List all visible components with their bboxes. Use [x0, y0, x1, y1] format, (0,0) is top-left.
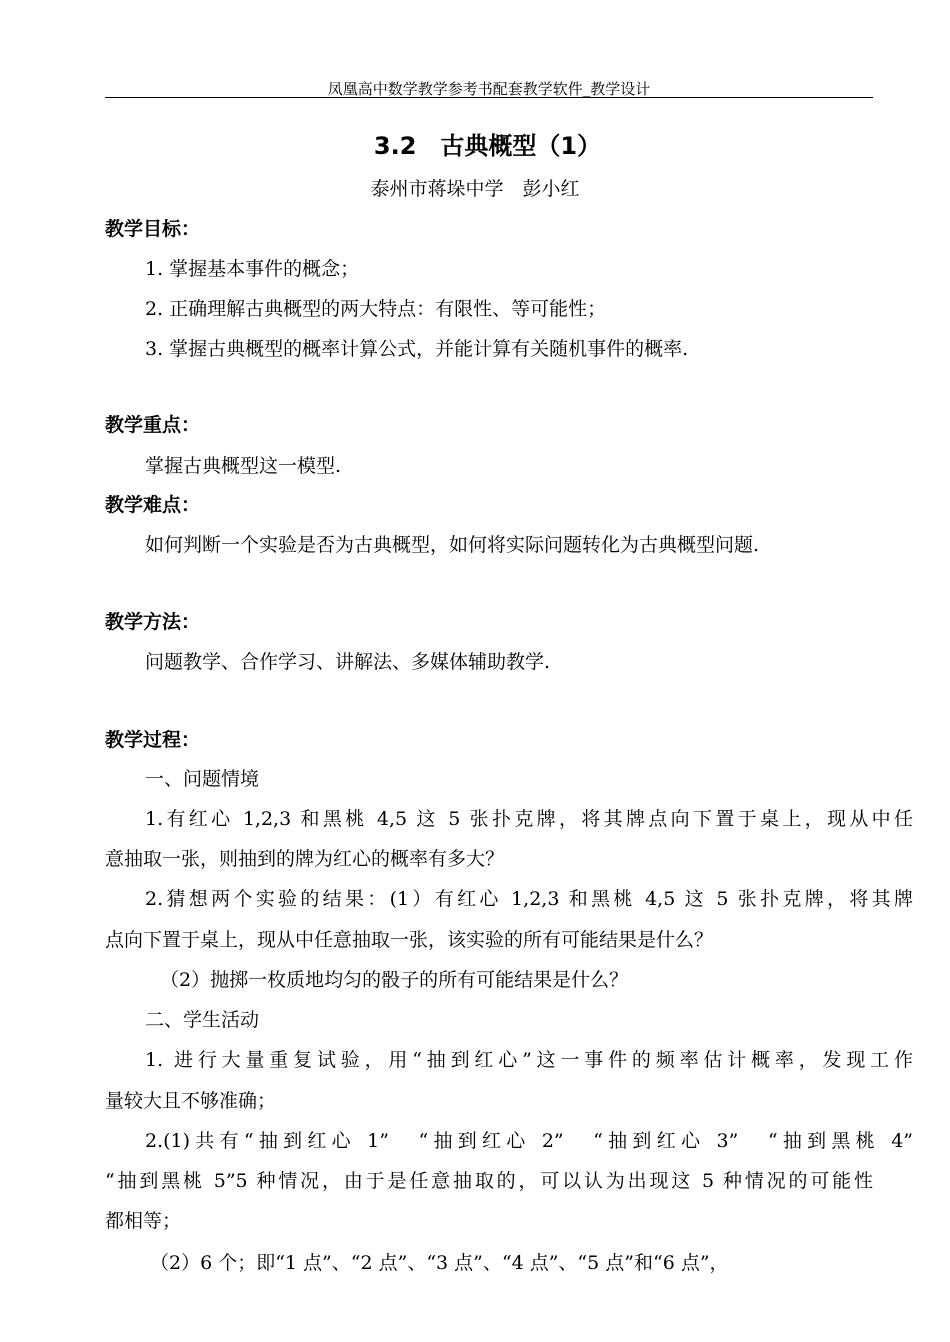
activity-2-line: 都相等；: [105, 1210, 182, 1232]
problem-2-line: 2.猜想两个实验的结果：(1）有红心 1,2,3 和黑桃 4,5 这 5 张扑克牌，将其牌: [145, 888, 913, 910]
problem-2-line: 点向下置于桌上，现从中任意抽取一张，该实验的所有可能结果是什么？: [105, 929, 714, 951]
problem-3-line: （2）抛掷一枚质地均匀的骰子的所有可能结果是什么？: [160, 969, 629, 991]
difficulty-heading: 教学难点：: [105, 494, 201, 516]
problem-1-line: 意抽取一张，则抽到的牌为红心的概率有多大？: [105, 848, 505, 870]
header-rule: [105, 97, 873, 98]
problem-1-line: 1.有红心 1,2,3 和黑桃 4,5 这 5 张扑克牌，将其牌点向下置于桌上，现从中任: [145, 808, 913, 830]
methods-text: 问题教学、合作学习、讲解法、多媒体辅助教学.: [145, 651, 551, 673]
activity-3-line: （2）6 个；即“1 点”、“2 点”、“3 点”、“4 点”、“5 点”和“6 点”，: [150, 1252, 729, 1274]
key-point-text: 掌握古典概型这一模型.: [145, 455, 342, 477]
activity-2-line: 2.(1)共有“抽到红心 1” “抽到红心 2” “抽到红心 3” “抽到黑桃 4”: [145, 1130, 913, 1152]
difficulty-text: 如何判断一个实验是否为古典概型，如何将实际问题转化为古典概型问题.: [145, 534, 760, 556]
objective-item: 3. 掌握古典概型的概率计算公式，并能计算有关随机事件的概率.: [145, 338, 689, 360]
objective-item: 2. 正确理解古典概型的两大特点：有限性、等可能性；: [145, 298, 607, 320]
activity-2-line: “抽到黑桃 5”5 种情况，由于是任意抽取的，可以认为出现这 5 种情况的可能性: [105, 1170, 873, 1192]
part1-title: 一、问题情境: [145, 768, 260, 790]
running-header: 凤凰高中数学教学参考书配套教学软件_教学设计: [327, 80, 651, 98]
document-title: 3.2 古典概型（1）: [373, 132, 602, 160]
key-point-heading: 教学重点：: [105, 414, 201, 436]
process-heading: 教学过程：: [105, 729, 201, 751]
objective-item: 1. 掌握基本事件的概念；: [145, 258, 360, 280]
objectives-heading: 教学目标：: [105, 218, 201, 240]
activity-1-line: 量较大且不够准确；: [105, 1090, 277, 1112]
document-author: 泰州市蒋垛中学 彭小红: [370, 178, 580, 200]
activity-1-line: 1. 进行大量重复试验，用“抽到红心”这一事件的频率估计概率，发现工作: [145, 1049, 913, 1071]
methods-heading: 教学方法：: [105, 611, 201, 633]
part2-title: 二、学生活动: [145, 1009, 260, 1031]
